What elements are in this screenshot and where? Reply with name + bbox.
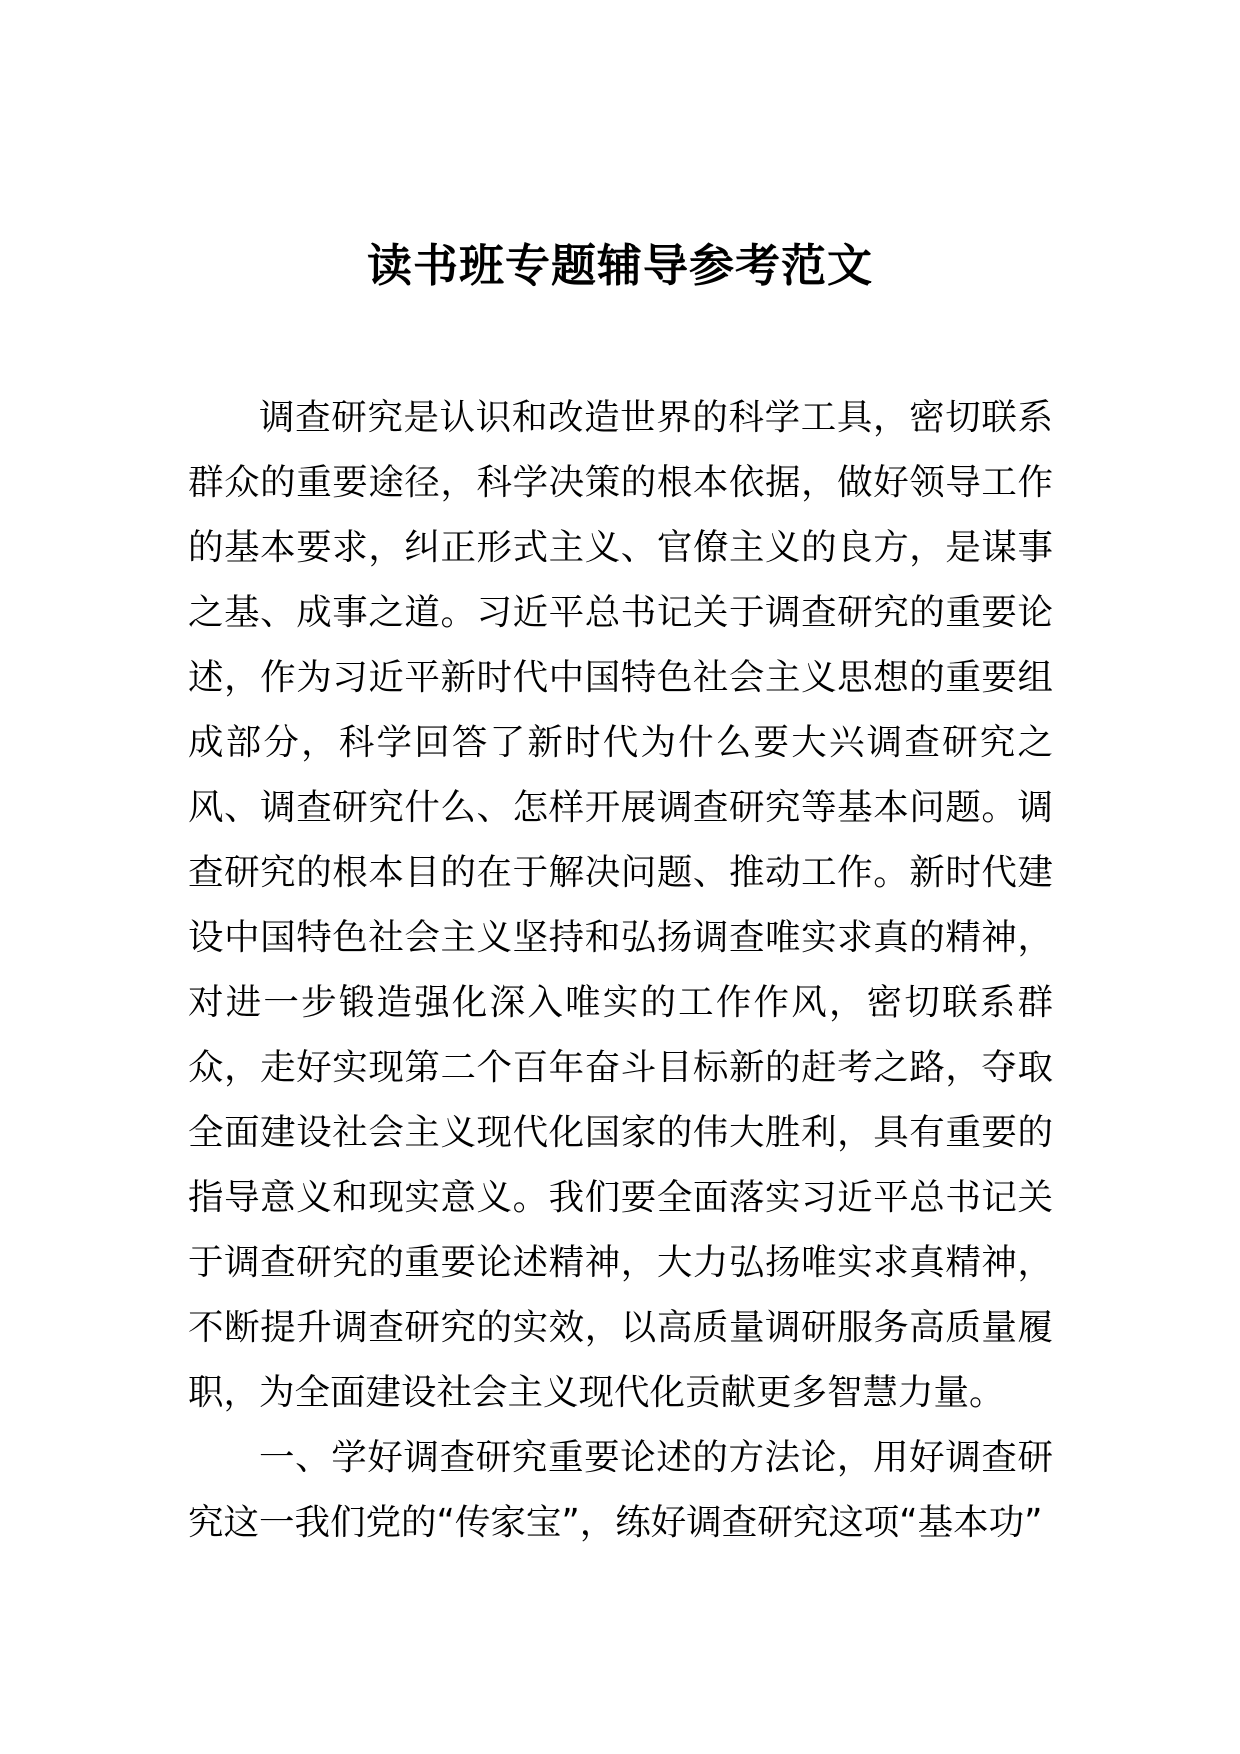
section-one-heading: 一、学好调查研究重要论述的方法论，用好调查研究这一我们党的“传家宝”，练好调查研究这项“基本功” xyxy=(188,1437,1053,1543)
document-body xyxy=(188,385,1053,1555)
intro-paragraph: 调查研究是认识和改造世界的科学工具，密切联系群众的重要途径，科学决策的根本依据，做好领导工作的基本要求，纠正形式主义、官僚主义的良方，是谋事之基、成事之道。习近平总书记关于调查研究的重要论述，作为习近平新时代中国特色社会主义思想的重要组成部分，科学回答了新时代为什么要大兴调查研究之风、调查研究什么、怎样开展调查研究等基本问题。调查研究的根本目的在于解决问题、推动工作。新时代建设中国特色社会主义坚持和弘扬调查唯实求真的精神，对进一步锻造强化深入唯实的工作作风，密切联系群众，走好实现第二个百年奋斗目标新的赶考之路，夺取全面建设社会主义现代化国家的伟大胜利，具有重要的指导意义和现实意义。我们要全面落实习近平总书记关于调查研究的重要论述精神，大力弘扬唯实求真精神，不断提升调查研究的实效，以高质量调研服务高质量履职，为全面建设社会主义现代化贡献更多智慧力量。 xyxy=(188,397,1053,1413)
document-title: 读书班专题辅导参考范文 xyxy=(366,239,873,293)
